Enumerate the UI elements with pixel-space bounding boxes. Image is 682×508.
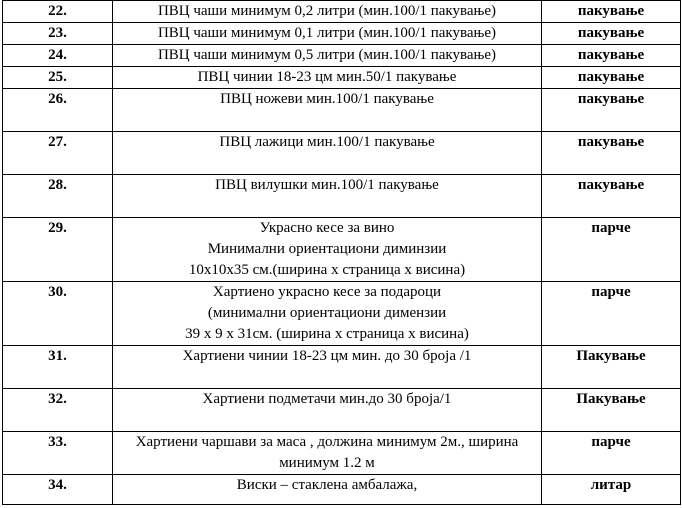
description-line: Виски – стаклена амбалажа, — [236, 477, 418, 493]
row-description — [113, 432, 542, 475]
row-unit: парче — [542, 218, 681, 282]
description-line: Хартиени чинии 18-23 цм мин. до 30 броја /1 — [182, 348, 472, 364]
table-row — [3, 432, 681, 475]
table-row — [3, 218, 681, 282]
description-line: ПВЦ ножеви мин.100/1 пакување — [220, 91, 434, 107]
row-number: 32. — [3, 389, 113, 432]
description-line: ПВЦ чаши минимум 0,1 литри (мин.100/1 пакување) — [157, 25, 497, 41]
row-unit: Пакување — [542, 346, 681, 389]
table-row — [3, 282, 681, 346]
row-number: 30. — [3, 282, 113, 346]
description-line: 39 x 9 x 31см. (ширина x страница x висина) — [185, 326, 469, 342]
row-unit: парче — [542, 432, 681, 475]
table-row — [3, 132, 681, 175]
description-line: минимум 1.2 м — [279, 455, 375, 471]
description-line: Хартиени чаршави за маса , должина минимум 2м., ширина — [135, 434, 519, 450]
row-number: 24. — [3, 45, 113, 67]
table-row — [3, 89, 681, 132]
row-description — [113, 132, 542, 175]
row-unit: пакување — [542, 89, 681, 132]
description-line: (минимални ориентациони димензии — [207, 305, 447, 321]
row-unit: Пакување — [542, 389, 681, 432]
table-row — [3, 346, 681, 389]
table-row — [3, 389, 681, 432]
row-unit: пакување — [542, 175, 681, 218]
row-unit: пакување — [542, 1, 681, 23]
row-unit: пакување — [542, 45, 681, 67]
row-number: 23. — [3, 23, 113, 45]
row-number: 26. — [3, 89, 113, 132]
description-line: Хартиени подметачи мин.до 30 броја/1 — [202, 391, 452, 407]
description-line: 10x10x35 см.(ширина x страница x висина) — [188, 262, 466, 278]
table-row — [3, 1, 681, 23]
row-description — [113, 282, 542, 346]
description-line: Минимални ориентациони диминзии — [207, 241, 447, 257]
table-row — [3, 23, 681, 45]
row-unit: литар — [542, 475, 681, 505]
row-number: 33. — [3, 432, 113, 475]
row-number: 29. — [3, 218, 113, 282]
row-description — [113, 389, 542, 432]
row-unit: пакување — [542, 132, 681, 175]
row-description — [113, 1, 542, 23]
description-line: ПВЦ чаши минимум 0,5 литри (мин.100/1 пакување) — [157, 47, 497, 63]
items-table — [2, 0, 681, 505]
table-row — [3, 67, 681, 89]
description-line: Украсно кесе за вино — [259, 220, 395, 236]
row-description — [113, 218, 542, 282]
description-line: Хартиено украсно кесе за подароци — [212, 284, 442, 300]
table-row — [3, 475, 681, 505]
description-line: ПВЦ вилушки мин.100/1 пакување — [215, 177, 439, 193]
row-description — [113, 175, 542, 218]
row-number: 28. — [3, 175, 113, 218]
row-unit: пакување — [542, 23, 681, 45]
row-unit: пакување — [542, 67, 681, 89]
row-number: 27. — [3, 132, 113, 175]
row-description — [113, 346, 542, 389]
row-number: 25. — [3, 67, 113, 89]
description-line: ПВЦ чинии 18-23 цм мин.50/1 пакување — [197, 69, 457, 85]
table-row — [3, 175, 681, 218]
row-description — [113, 45, 542, 67]
description-line: ПВЦ чаши минимум 0,2 литри (мин.100/1 пакување) — [157, 3, 497, 19]
row-number: 34. — [3, 475, 113, 505]
row-number: 22. — [3, 1, 113, 23]
row-unit: парче — [542, 282, 681, 346]
items-table-body — [3, 0, 681, 505]
description-line: ПВЦ лажици мин.100/1 пакување — [219, 134, 435, 150]
row-description — [113, 475, 542, 505]
row-description — [113, 23, 542, 45]
row-description — [113, 67, 542, 89]
table-row — [3, 45, 681, 67]
row-number: 31. — [3, 346, 113, 389]
row-description — [113, 89, 542, 132]
